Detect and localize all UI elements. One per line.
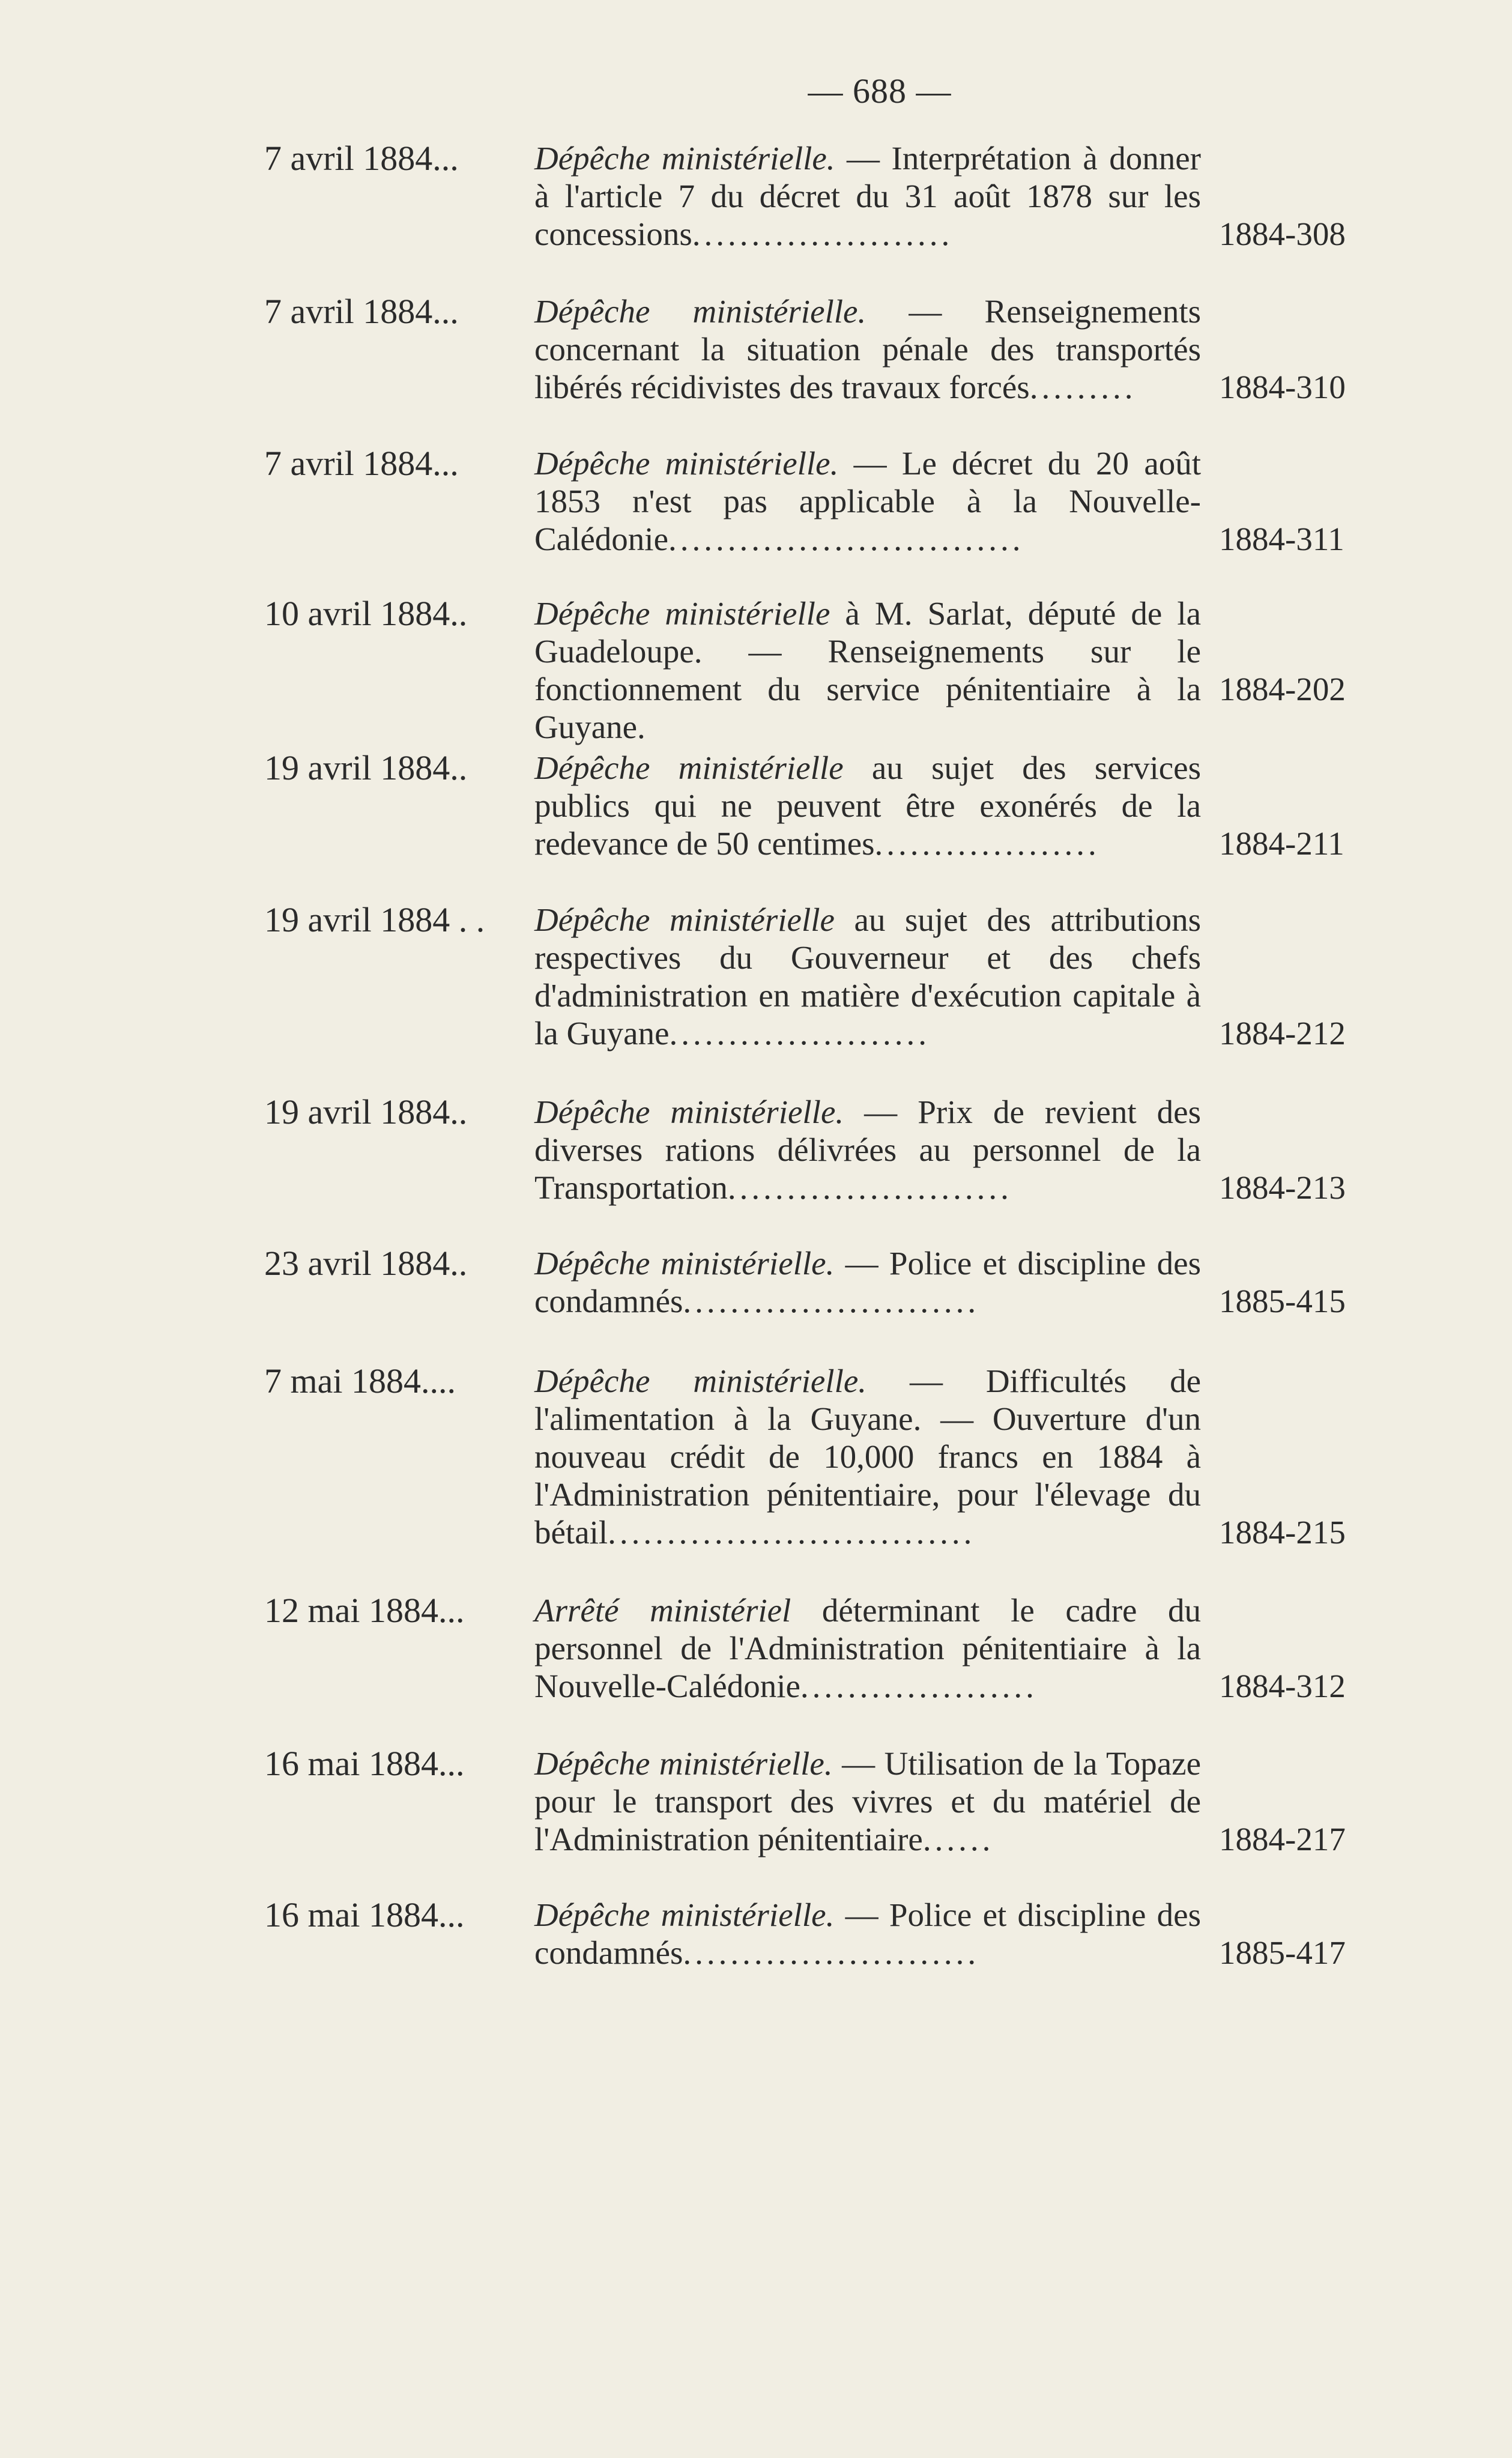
entry-date: 7 avril 1884...: [264, 292, 459, 330]
entry-description: [534, 595, 1201, 746]
entry-date: 19 avril 1884..: [264, 749, 468, 787]
entry-lead: Dépêche ministérielle.: [534, 1245, 835, 1282]
entry-reference: 1884-211: [1219, 825, 1344, 862]
entry-description: [534, 1896, 1201, 1972]
entry-leader-dots: .........: [1029, 369, 1137, 405]
entry-text: au sujet des attributions respectives du Gouverneur et des chefs d'administration en matière d'exécution capitale à la Guyane: [534, 901, 1201, 1052]
entry-date: 16 mai 1884...: [264, 1745, 465, 1782]
entry-text: — Police et discipline des condamnés: [534, 1896, 1201, 1971]
entry-date: 7 mai 1884....: [264, 1362, 456, 1400]
entry: [264, 1362, 1393, 1551]
entry-text: — Utilisation de la Topaze pour le transport des vivres et du matériel de l'Administration pénitentiaire: [534, 1745, 1202, 1857]
entry-leader-dots: .: [637, 709, 649, 745]
entry-reference: 1884-212: [1219, 1015, 1346, 1052]
entry: [264, 595, 1393, 745]
entry-text: déterminant le cadre du personnel de l'Administration pénitentiaire à la Nouvelle-Calédonie: [534, 1592, 1201, 1704]
entry-text: — Prix de revient des diverses rations délivrées au personnel de la Transportation: [534, 1094, 1201, 1206]
entry-description: [534, 901, 1201, 1052]
entry-reference: 1884-311: [1219, 521, 1344, 557]
entry: [264, 292, 1393, 407]
entry-date: 19 avril 1884 . .: [264, 901, 485, 939]
entry-description: [534, 292, 1201, 406]
entry: [264, 1093, 1393, 1207]
entry-date: 16 mai 1884...: [264, 1896, 465, 1934]
entry-reference: 1885-415: [1219, 1283, 1346, 1319]
entry-date: 7 avril 1884...: [264, 444, 459, 482]
entry-lead: Dépêche ministérielle.: [534, 1363, 867, 1399]
entry-leader-dots: ...................: [874, 825, 1100, 862]
entry-leader-dots: ...............................: [608, 1514, 976, 1551]
entry-description: [534, 1591, 1201, 1705]
entry-description: [534, 139, 1201, 253]
entry-text: au sujet des services publics qui ne peuvent être exonérés de la redevance de 50 centimes: [534, 749, 1202, 862]
entry-lead: Dépêche ministérielle: [534, 901, 835, 938]
entry-text: — Difficultés de l'alimentation à la Guyane. — Ouverture d'un nouveau crédit de 10,000 francs en 1884 à l'Administration pénitentiaire, pour l'élevage du bétail: [534, 1363, 1201, 1551]
entry-date: 7 avril 1884...: [264, 139, 459, 177]
entry: [264, 1591, 1393, 1706]
entry-leader-dots: ......................: [669, 1015, 930, 1052]
entry-text: — Police et discipline des condamnés: [534, 1245, 1201, 1319]
entry: [264, 444, 1393, 558]
entry-date: 23 avril 1884..: [264, 1244, 468, 1282]
entry-lead: Dépêche ministérielle.: [534, 445, 839, 482]
entry-lead: Dépêche ministérielle: [534, 595, 830, 632]
entry-lead: Dépêche ministérielle.: [534, 1745, 833, 1782]
entry-leader-dots: .........................: [683, 1934, 980, 1971]
entry-description: [534, 444, 1201, 558]
entry: [264, 1244, 1393, 1320]
entry-lead: Dépêche ministérielle.: [534, 293, 866, 330]
entry-lead: Dépêche ministérielle: [534, 749, 844, 786]
entry: [264, 1896, 1393, 1972]
entry-leader-dots: ......: [922, 1821, 994, 1857]
entry-reference: 1884-312: [1219, 1668, 1346, 1704]
entry-reference: 1884-213: [1219, 1169, 1346, 1206]
entry-text: — Interprétation à donner à l'article 7 du décret du 31 août 1878 sur les concessions: [534, 140, 1201, 252]
entry-lead: Arrêté ministériel: [534, 1592, 791, 1629]
entry: [264, 139, 1393, 253]
entry-text: à M. Sarlat, député de la Guadeloupe. — Renseignements sur le fonctionnement du service pénitentiaire à la Guyane: [534, 595, 1202, 745]
entry: [264, 749, 1393, 863]
entry-leader-dots: ....................: [800, 1668, 1038, 1704]
entry-description: [534, 1745, 1201, 1858]
entry-lead: Dépêche ministérielle.: [534, 1896, 835, 1933]
entry-lead: Dépêche ministérielle.: [534, 140, 835, 177]
entry-reference: 1884-215: [1219, 1514, 1346, 1551]
entry-date: 19 avril 1884..: [264, 1093, 468, 1131]
entry-description: [534, 1244, 1201, 1320]
entry-date: 12 mai 1884...: [264, 1591, 465, 1629]
entry-reference: 1884-308: [1219, 216, 1346, 252]
entry: [264, 1745, 1393, 1859]
entry: [264, 901, 1393, 1052]
entry-description: [534, 1362, 1201, 1551]
page-number: — 688 —: [808, 71, 952, 110]
entry-leader-dots: ......................: [692, 216, 954, 252]
entry-reference: 1885-417: [1219, 1934, 1346, 1971]
entry-description: [534, 749, 1201, 862]
entry-lead: Dépêche ministérielle.: [534, 1094, 844, 1130]
entry-reference: 1884-202: [1219, 671, 1346, 707]
entry-leader-dots: ..............................: [668, 521, 1024, 557]
entry-leader-dots: ........................: [727, 1169, 1012, 1206]
entry-text: — Renseignements concernant la situation pénale des transportés libérés récidivistes des travaux forcés: [534, 293, 1202, 405]
entry-text: — Le décret du 20 août 1853 n'est pas applicable à la Nouvelle-Calédonie: [534, 445, 1202, 557]
entry-reference: 1884-217: [1219, 1821, 1346, 1857]
entry-description: [534, 1093, 1201, 1206]
entry-reference: 1884-310: [1219, 369, 1346, 405]
entry-leader-dots: .........................: [683, 1283, 980, 1319]
entry-date: 10 avril 1884..: [264, 595, 468, 632]
